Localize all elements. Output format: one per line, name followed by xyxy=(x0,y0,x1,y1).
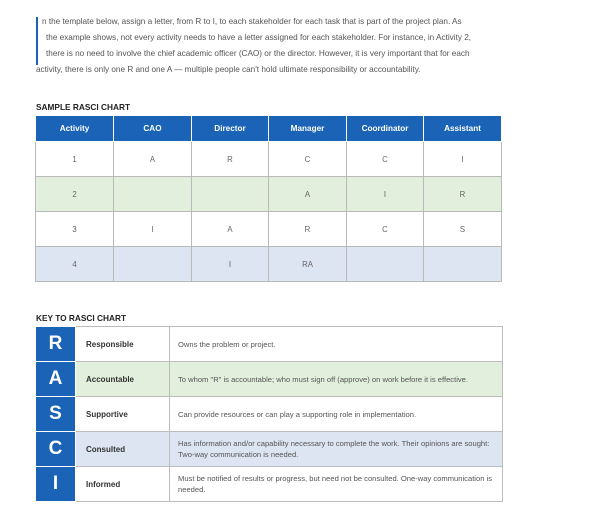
key-term: Informed xyxy=(76,467,170,502)
table-cell: 2 xyxy=(36,177,114,212)
sample-rasci-table xyxy=(35,115,502,282)
key-letter: A xyxy=(36,362,76,397)
header-coordinator: Coordinator xyxy=(347,116,424,142)
key-row-consulted xyxy=(36,432,503,467)
key-letter: R xyxy=(36,327,76,362)
drop-cap-bar xyxy=(36,17,38,65)
table-row xyxy=(36,142,502,177)
header-director: Director xyxy=(192,116,269,142)
table-cell: RA xyxy=(269,247,347,282)
key-description: Has information and/or capability necessary to complete the work. Their opinions are sought: Two-way communication is needed. xyxy=(170,432,503,467)
key-description: Must be notified of results or progress, but need not be consulted. One-way communication is needed. xyxy=(170,467,503,502)
table-header-row xyxy=(36,116,502,142)
rasci-key-table xyxy=(35,326,503,502)
key-letter: S xyxy=(36,397,76,432)
table-row xyxy=(36,177,502,212)
table-cell: C xyxy=(347,142,424,177)
table-cell: R xyxy=(269,212,347,247)
table-cell: A xyxy=(269,177,347,212)
table-cell: 4 xyxy=(36,247,114,282)
table-cell: 3 xyxy=(36,212,114,247)
intro-line: activity, there is only one R and one A — multiple people can't hold ultimate responsibility or accountability. xyxy=(36,65,421,74)
key-row-informed xyxy=(36,467,503,502)
header-manager: Manager xyxy=(269,116,347,142)
table-cell: C xyxy=(269,142,347,177)
key-description: Owns the problem or project. xyxy=(170,327,503,362)
table-row xyxy=(36,247,502,282)
header-cao: CAO xyxy=(114,116,192,142)
key-row-accountable xyxy=(36,362,503,397)
key-description: To whom "R" is accountable; who must sign off (approve) on work before it is effective. xyxy=(170,362,503,397)
table-row xyxy=(36,212,502,247)
intro-line: the example shows, not every activity needs to have a letter assigned for each stakeholder. For instance, in Activity 2, xyxy=(46,33,472,42)
table-cell: 1 xyxy=(36,142,114,177)
sample-chart-title: SAMPLE RASCI CHART xyxy=(36,102,131,112)
table-cell: R xyxy=(192,142,269,177)
table-cell: I xyxy=(347,177,424,212)
key-letter: C xyxy=(36,432,76,467)
table-cell: I xyxy=(424,142,502,177)
table-cell: S xyxy=(424,212,502,247)
key-term: Responsible xyxy=(76,327,170,362)
table-cell: A xyxy=(192,212,269,247)
key-chart-title: KEY TO RASCI CHART xyxy=(36,313,127,323)
table-cell: R xyxy=(424,177,502,212)
key-row-responsible xyxy=(36,327,503,362)
key-term: Consulted xyxy=(76,432,170,467)
table-cell: C xyxy=(347,212,424,247)
table-cell xyxy=(114,247,192,282)
key-description: Can provide resources or can play a supporting role in implementation. xyxy=(170,397,503,432)
table-cell xyxy=(424,247,502,282)
intro-line: n the template below, assign a letter, from R to I, to each stakeholder for each task that is part of the project plan. As xyxy=(42,17,462,26)
table-cell: I xyxy=(114,212,192,247)
header-assistant: Assistant xyxy=(424,116,502,142)
intro-line: there is no need to involve the chief academic officer (CAO) or the director. However, it is very important that for each xyxy=(46,49,470,58)
table-cell xyxy=(347,247,424,282)
table-cell: I xyxy=(192,247,269,282)
header-activity: Activity xyxy=(36,116,114,142)
key-row-supportive xyxy=(36,397,503,432)
key-term: Supportive xyxy=(76,397,170,432)
table-cell xyxy=(114,177,192,212)
table-cell: A xyxy=(114,142,192,177)
table-cell xyxy=(192,177,269,212)
key-term: Accountable xyxy=(76,362,170,397)
key-letter: I xyxy=(36,467,76,502)
intro-paragraph xyxy=(36,14,556,78)
